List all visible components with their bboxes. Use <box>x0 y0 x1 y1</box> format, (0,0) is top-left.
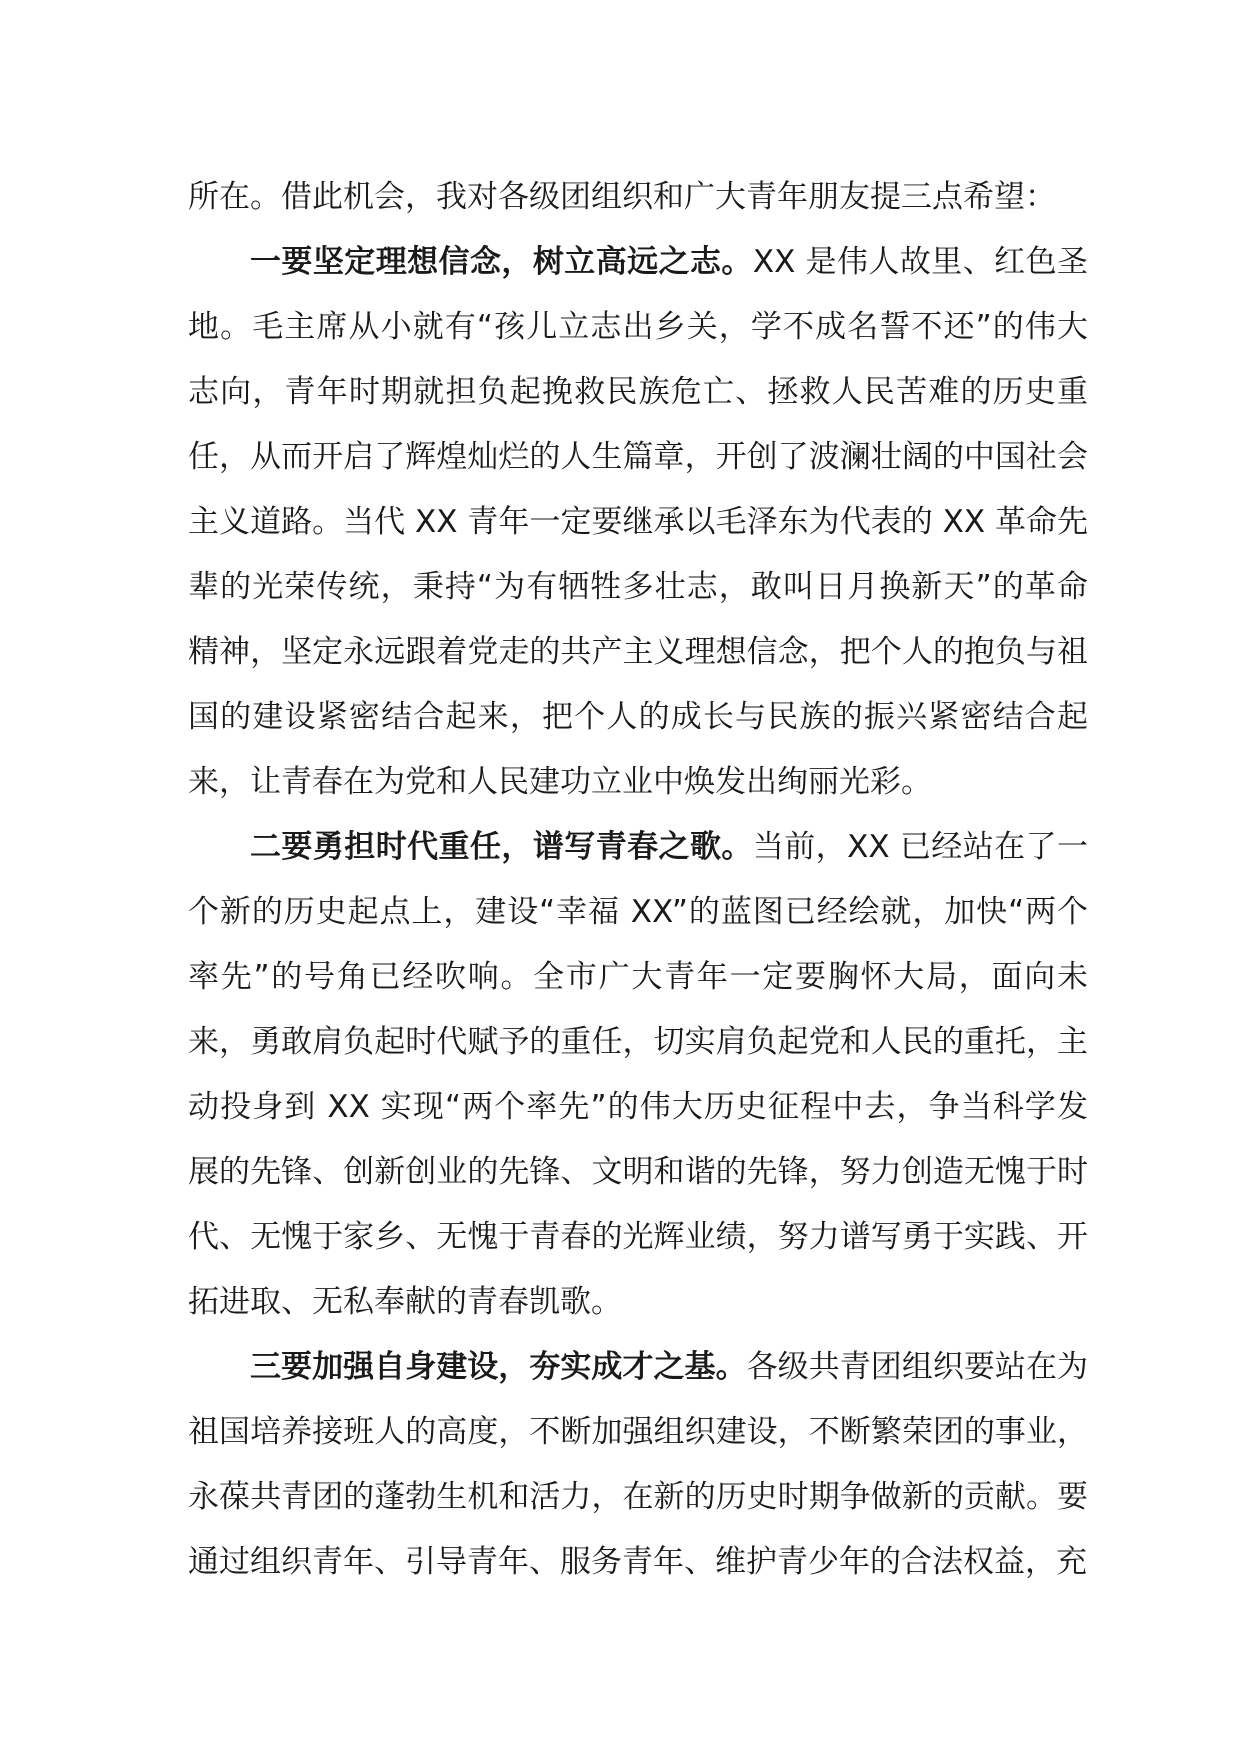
paragraph-point-two-text: 当前，XX 已经站在了一个新的历史起点上，建设“幸福 XX”的蓝图已经绘就，加快“两个率先”的号角已经吹响。全市广大青年一定要胸怀大局，面向未来，勇敢肩负起时代赋予的重任，切实肩负起党和人民的重托，主动投身到 XX 实现“两个率先”的伟大历史征程中去，争当科学发展的先锋、创新创业的先锋、文明和谐的先锋，努力创造无愧于时代、无愧于家乡、无愧于青春的光辉业绩，努力谱写勇于实践、开拓进取、无私奉献的青春凯歌。 <box>188 829 1088 1320</box>
paragraph-point-three-text: 各级共青团组织要站在为祖国培养接班人的高度，不断加强组织建设，不断繁荣团的事业，永葆共青团的蓬勃生机和活力，在新的历史时期争做新的贡献。要通过组织青年、引导青年、服务青年、维护青少年的合法权益，充 <box>188 1349 1089 1580</box>
paragraph-intro <box>188 165 1088 230</box>
paragraph-point-one <box>188 230 1088 815</box>
paragraph-point-one-text: XX 是伟人故里、红色圣地。毛主席从小就有“孩儿立志出乡关，学不成名誓不还”的伟大志向，青年时期就担负起挽救民族危亡、拯救人民苦难的历史重任，从而开启了辉煌灿烂的人生篇章，开创了波澜壮阔的中国社会主义道路。当代 XX 青年一定要继承以毛泽东为代表的 XX 革命先辈的光荣传统，秉持“为有牺牲多壮志，敢叫日月换新天”的革命精神，坚定永远跟着党走的共产主义理想信念，把个人的抱负与祖国的建设紧密结合起来，把个人的成长与民族的振兴紧密结合起来，让青春在为党和人民建功立业中焕发出绚丽光彩。 <box>188 244 1088 800</box>
paragraph-point-three-heading: 三要加强自身建设，夯实成才之基。 <box>250 1349 747 1385</box>
paragraph-point-two-heading: 二要勇担时代重任，谱写青春之歌。 <box>250 829 753 865</box>
paragraph-point-two <box>188 815 1088 1335</box>
document-body <box>188 165 1088 1595</box>
paragraph-point-three <box>188 1335 1088 1595</box>
paragraph-intro-text: 所在。借此机会，我对各级团组织和广大青年朋友提三点希望： <box>188 179 1056 215</box>
paragraph-point-one-heading: 一要坚定理想信念，树立高远之志。 <box>250 244 753 280</box>
